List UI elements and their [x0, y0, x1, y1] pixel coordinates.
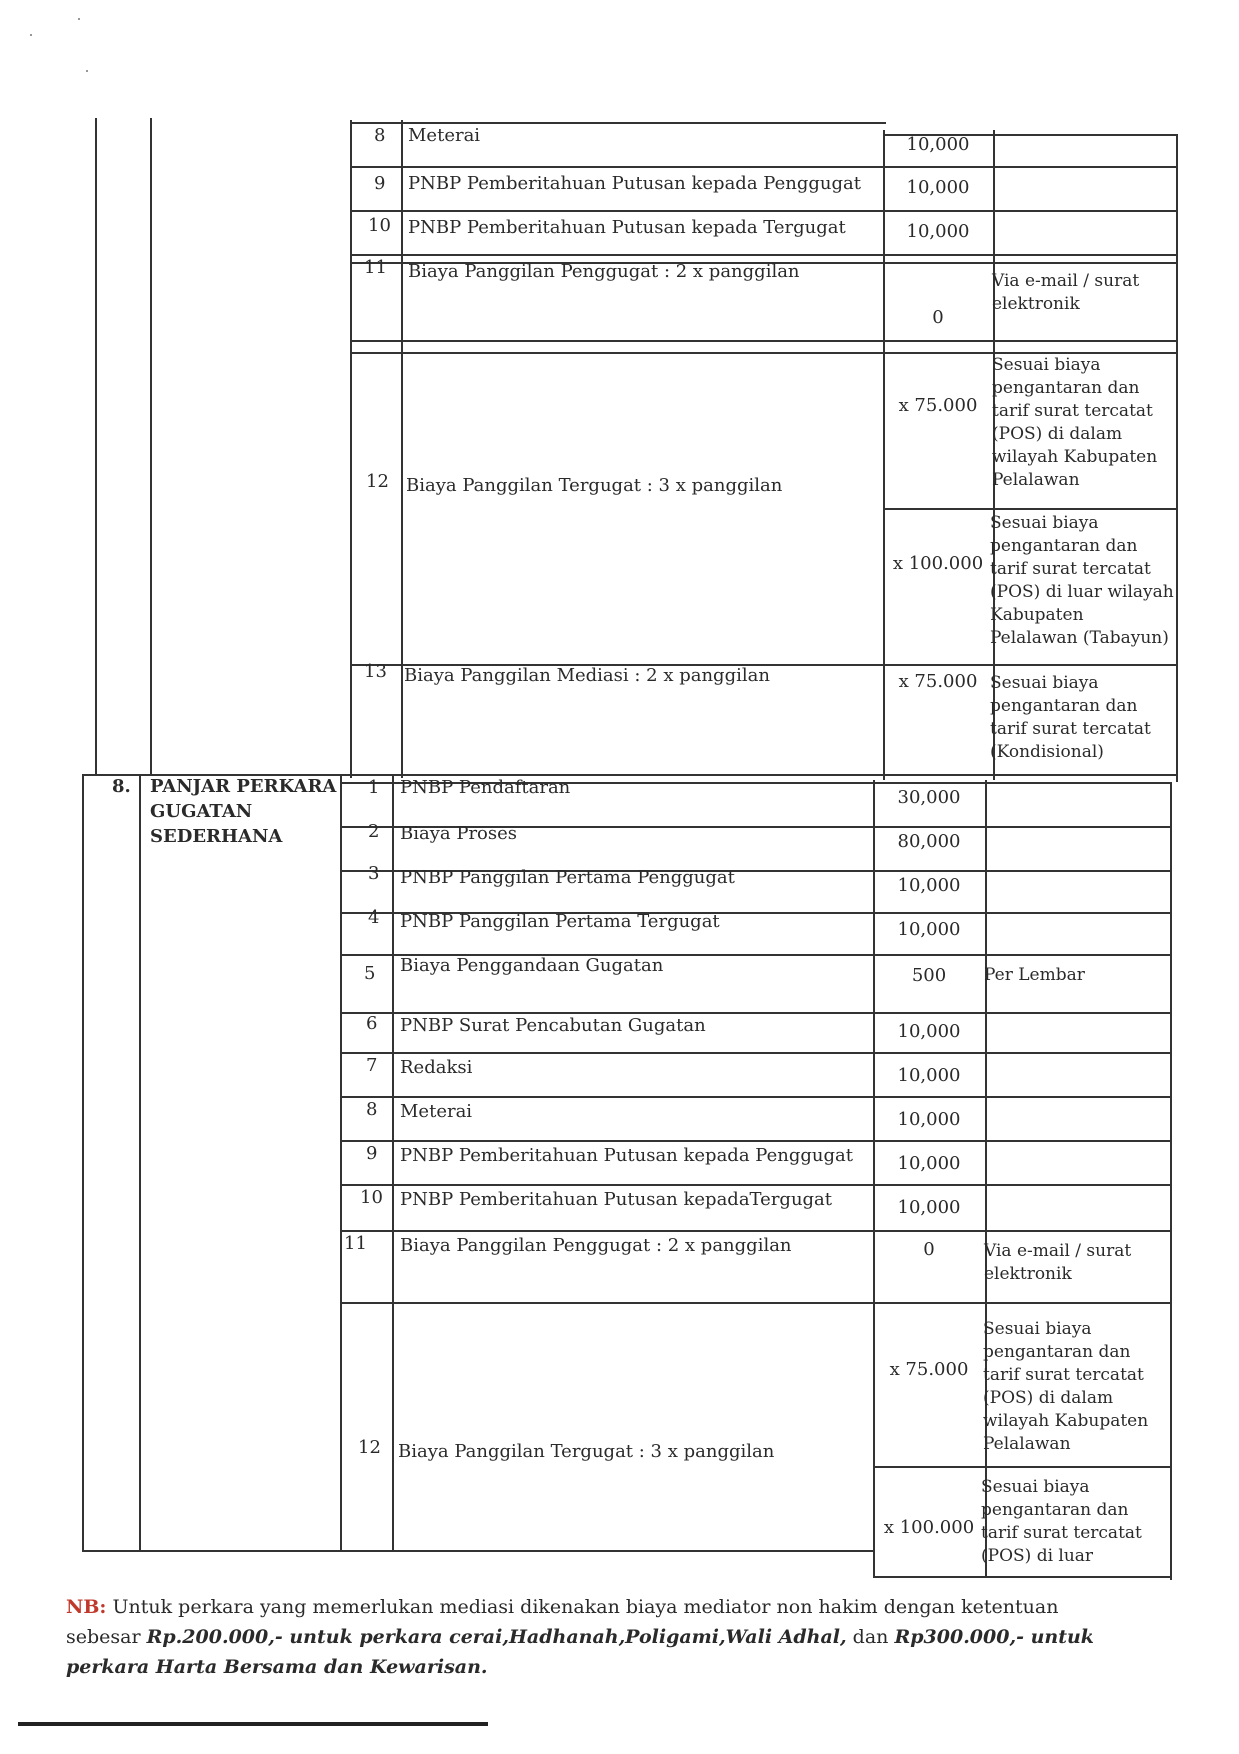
table-border — [1170, 782, 1172, 1580]
row-number: 13 — [364, 661, 387, 682]
amount-value: x 75.000 — [889, 1359, 969, 1380]
item-label: Meterai — [400, 1101, 473, 1122]
amount-value: 30,000 — [897, 787, 961, 808]
row-number: 6 — [366, 1013, 378, 1034]
note-text: Sesuai biaya pengantaran dan tarif surat tercatat (POS) di luar wilayah Kabupaten Pelalawan (Tabayun) — [990, 513, 1174, 648]
item-label: PNBP Pemberitahuan Putusan kepada Penggugat — [408, 173, 861, 194]
table-border — [95, 118, 97, 776]
item-label: Biaya Penggandaan Gugatan — [400, 955, 664, 976]
amount-value: 10,000 — [897, 1153, 961, 1174]
row-number: 7 — [366, 1055, 378, 1076]
item-label: PNBP Pendaftaran — [400, 777, 571, 798]
table-border — [873, 1466, 1172, 1468]
row-number: 12 — [358, 1437, 381, 1458]
amount-value: 10,000 — [897, 1109, 961, 1130]
note-text: Sesuai biaya pengantaran dan tarif surat tercatat (POS) di luar — [981, 1477, 1142, 1566]
amount-value: 500 — [911, 965, 947, 986]
note-text: Sesuai biaya pengantaran dan tarif surat tercatat (POS) di dalam wilayah Kabupaten Pelalawan — [992, 355, 1158, 490]
row-number: 1 — [368, 777, 380, 798]
amount-value: x 75.000 — [898, 671, 978, 692]
amount-value: 10,000 — [897, 1197, 961, 1218]
footnote-label: NB: — [66, 1596, 107, 1618]
footnote-mid: dan — [846, 1626, 895, 1648]
note-text: Per Lembar — [984, 965, 1085, 985]
table-border — [350, 120, 352, 778]
row-number: 11 — [364, 257, 387, 278]
amount-value: x 100.000 — [892, 553, 984, 574]
table-border — [1176, 134, 1178, 782]
footnote-rate-1: Rp.200.000,- untuk perkara cerai,Hadhanah,Poligami,Wali Adhal, — [146, 1626, 847, 1648]
amount-value: 10,000 — [897, 875, 961, 896]
table-border — [340, 1140, 1172, 1142]
footnote-intro: Untuk perkara yang memerlukan mediasi dikenakan biaya mediator non hakim dengan ketentuan sebesar — [66, 1596, 1059, 1648]
amount-value: 10,000 — [897, 919, 961, 940]
table-border — [82, 1550, 874, 1552]
scan-speck — [86, 70, 88, 72]
amount-value: x 100.000 — [883, 1517, 975, 1538]
table-border — [350, 166, 1178, 168]
table-border — [401, 120, 403, 778]
item-label: PNBP Surat Pencabutan Gugatan — [400, 1015, 706, 1036]
table-border — [340, 1184, 1172, 1186]
amount-value: 0 — [923, 1239, 935, 1260]
table-border — [873, 1576, 1172, 1578]
item-label: PNBP Panggilan Pertama Penggugat — [400, 867, 735, 888]
table-border — [139, 776, 141, 1552]
table-border — [350, 254, 1178, 256]
table-border — [350, 340, 1178, 342]
amount-value: 10,000 — [897, 1021, 961, 1042]
page-bottom-rule — [18, 1722, 488, 1726]
row-number: 5 — [364, 963, 376, 984]
row-number: 9 — [374, 173, 386, 194]
item-label: Meterai — [408, 125, 481, 146]
row-number: 10 — [360, 1187, 383, 1208]
row-number: 11 — [344, 1233, 367, 1254]
section-number: 8. — [112, 776, 131, 797]
item-label: Biaya Proses — [400, 823, 518, 844]
item-label: PNBP Pemberitahuan Putusan kepada Tergugat — [408, 217, 846, 238]
item-label: PNBP Pemberitahuan Putusan kepadaTergugat — [400, 1189, 833, 1210]
row-number: 2 — [368, 821, 380, 842]
amount-value: 10,000 — [906, 177, 970, 198]
row-number: 9 — [366, 1143, 378, 1164]
footnote — [66, 1592, 1126, 1682]
row-number: 10 — [368, 215, 391, 236]
table-border — [392, 776, 394, 1552]
table-border — [873, 780, 875, 1578]
item-label: Biaya Panggilan Penggugat : 2 x panggilan — [400, 1235, 792, 1256]
scan-speck — [78, 18, 80, 20]
note-text: Sesuai biaya pengantaran dan tarif surat tercatat (Kondisional) — [990, 673, 1151, 762]
item-label: PNBP Panggilan Pertama Tergugat — [400, 911, 720, 932]
amount-value: 80,000 — [897, 831, 961, 852]
table-border — [340, 1302, 1172, 1304]
row-number: 8 — [374, 125, 386, 146]
item-label: PNBP Pemberitahuan Putusan kepada Penggugat — [400, 1145, 853, 1166]
amount-value: 10,000 — [897, 1065, 961, 1086]
section-category: PANJAR PERKARA GUGATAN SEDERHANA — [150, 776, 337, 847]
item-label: Biaya Panggilan Tergugat : 3 x panggilan — [406, 475, 783, 496]
amount-value: 10,000 — [906, 134, 970, 155]
amount-value: x 75.000 — [898, 395, 978, 416]
row-number: 8 — [366, 1099, 378, 1120]
note-text: Via e-mail / surat elektronik — [992, 271, 1140, 314]
footnote-rate-2: Rp300.000,- untuk perkara Harta Bersama dan Kewarisan. — [66, 1626, 1094, 1678]
amount-value: 10,000 — [906, 221, 970, 242]
table-border — [985, 780, 987, 1578]
table-border — [340, 776, 342, 1552]
row-number: 4 — [368, 907, 380, 928]
table-border — [350, 210, 1178, 212]
item-label: Redaksi — [400, 1057, 473, 1078]
item-label: Biaya Panggilan Penggugat : 2 x panggilan — [408, 261, 800, 282]
table-border — [340, 1096, 1172, 1098]
note-text: Via e-mail / surat elektronik — [984, 1241, 1132, 1284]
table-border — [82, 776, 84, 1552]
row-number: 12 — [366, 471, 389, 492]
item-label: Biaya Panggilan Mediasi : 2 x panggilan — [404, 665, 770, 686]
note-text: Sesuai biaya pengantaran dan tarif surat tercatat (POS) di dalam wilayah Kabupaten Pelalawan — [983, 1319, 1149, 1454]
amount-value: 0 — [932, 307, 944, 328]
scan-speck — [30, 34, 32, 36]
table-border — [883, 508, 1178, 510]
table-border — [150, 118, 152, 776]
item-label: Biaya Panggilan Tergugat : 3 x panggilan — [398, 1441, 775, 1462]
row-number: 3 — [368, 863, 380, 884]
table-border — [340, 1052, 1172, 1054]
table-border — [340, 1230, 1172, 1232]
